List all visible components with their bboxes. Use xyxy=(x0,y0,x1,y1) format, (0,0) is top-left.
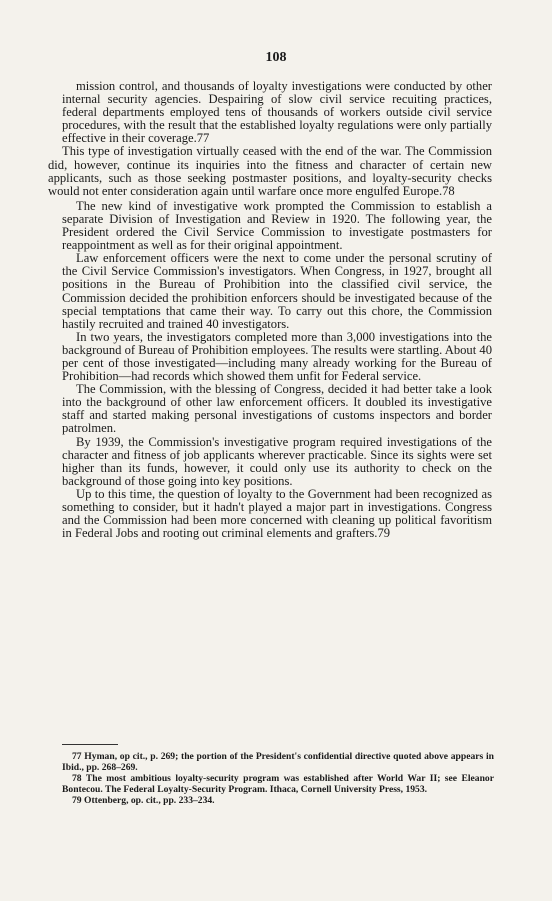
paragraph: This type of investigation virtually ceased with the end of the war. The Commission did, however, continue its inquiries into the fitness and character of certain new applicants, such as those seeking postmaster positions, and loyalty-security checks would not enter consideration again until warfare once more engulfed Europe.78 xyxy=(48,144,492,198)
footnote: 78 The most ambitious loyalty-security program was established after World War II; see Eleanor Bontecou. The Federal Loyalty-Security Program. Ithaca, Cornell University Press, 1953. xyxy=(62,773,494,796)
footnote-divider xyxy=(62,744,118,745)
footnote: 79 Ottenberg, op. cit., pp. 233–234. xyxy=(72,795,215,807)
paragraph: The Commission, with the blessing of Congress, decided it had better take a look into the background of other law enforcement officers. It doubled its investigative staff and started making personal investigations of customs inspectors and border patrolmen. xyxy=(62,382,492,436)
paragraph: mission control, and thousands of loyalty investigations were conducted by other internal security agencies. Despairing of slow civil service recuiting practices, federal departments employed tens of thousands of workers outside civil service procedures, with the result that the established loyalty regulations were only partially effective in their coverage.77 xyxy=(62,79,492,146)
paragraph: By 1939, the Commission's investigative program required investigations of the character and fitness of job applicants wherever practicable. Since its sights were set higher than its funds, however, it could only use its authority to check on the background of those going into key positions. xyxy=(62,434,492,488)
body-text xyxy=(48,79,492,541)
footnotes xyxy=(62,751,494,806)
paragraph: The new kind of investigative work prompted the Commission to establish a separate Division of Investigation and Review in 1920. The following year, the President ordered the Civil Service Commission to investigate postmasters for reappointment as well as for their original appointment. xyxy=(62,198,492,253)
page-number: 108 xyxy=(265,50,287,65)
paragraph: In two years, the investigators completed more than 3,000 investigations into the background of Bureau of Prohibition employees. The results were startling. About 40 per cent of those investigated—including many already working for the Bureau of Prohibition—had records which showed them unfit for Federal service. xyxy=(62,329,492,384)
footnote: 77 Hyman, op cit., p. 269; the portion of the President's confidential directive quoted above appears in Ibid., pp. 268–269. xyxy=(62,751,494,774)
paragraph: Up to this time, the question of loyalty to the Government had been recognized as something to consider, but it hadn't played a major part in investigations. Congress and the Commission had been more concerned with cleaning up political favoritism in Federal Jobs and rooting out criminal elements and grafters.79 xyxy=(62,486,492,541)
paragraph: Law enforcement officers were the next to come under the personal scrutiny of the Civil Service Commission's investigators. When Congress, in 1927, brought all positions in the Bureau of Prohibition into the classified civil service, the Commission decided the prohibition enforcers should be investigated because of the special temptations that came their way. To carry out this chore, the Commission hastily recruited and trained 40 investigators. xyxy=(62,251,492,331)
